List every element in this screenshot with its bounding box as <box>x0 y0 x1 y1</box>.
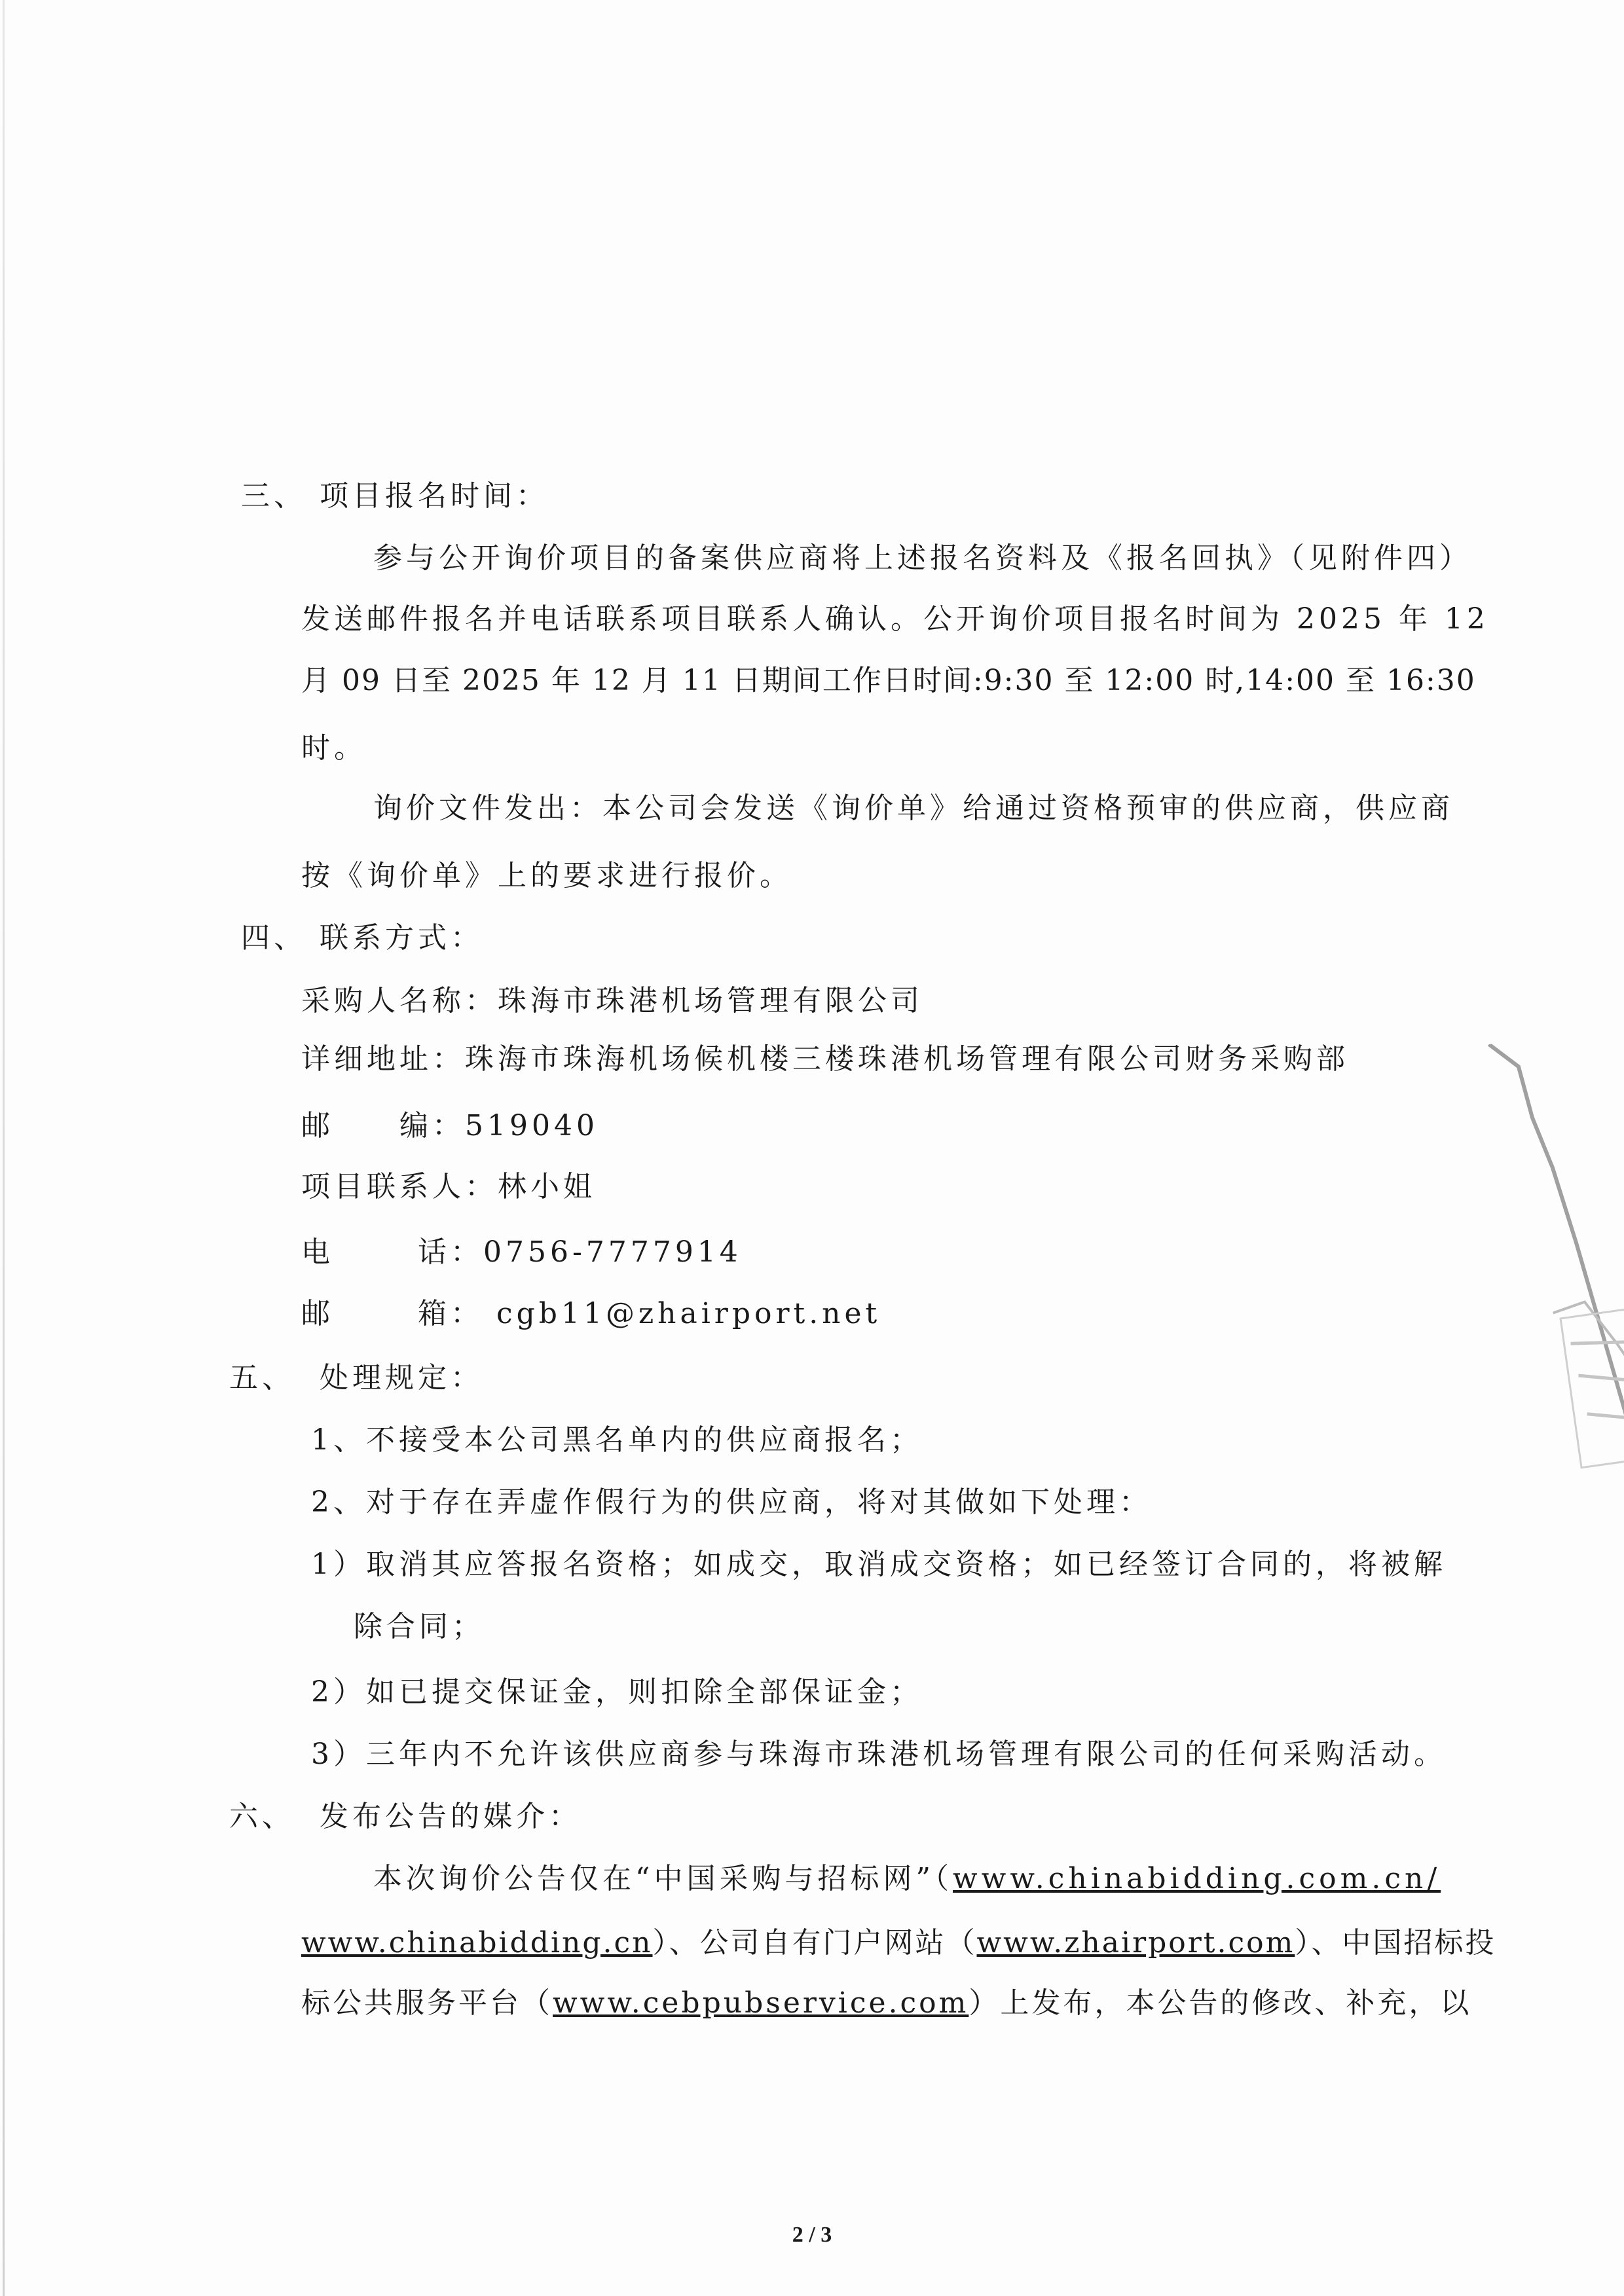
phone-label-a: 电 <box>301 1235 334 1269</box>
section-number: 五、 <box>229 1361 295 1394</box>
section-title: 联系方式： <box>320 921 483 955</box>
zhairport-link[interactable]: www.zhairport.com <box>976 1926 1295 1959</box>
purchaser-value: 珠海市珠港机场管理有限公司 <box>498 984 923 1017</box>
chinabidding-cn-link[interactable]: www.chinabidding.cn <box>301 1926 653 1959</box>
paragraph-line: 询价文件发出：本公司会发送《询价单》给通过资格预审的供应商，供应商 <box>373 792 1454 825</box>
paragraph-line: 发送邮件报名并电话联系项目联系人确认。公开询价项目报名时间为 2025 年 12 <box>301 602 1489 636</box>
media-text: ）、中国招标投 <box>1295 1926 1496 1959</box>
rule-subitem: 3）三年内不允许该供应商参与珠海市珠港机场管理有限公司的任何采购活动。 <box>311 1738 1447 1771</box>
postcode-value: 519040 <box>465 1109 599 1142</box>
paragraph-line: 按《询价单》上的要求进行报价。 <box>301 859 792 892</box>
paragraph-line: 时。 <box>301 731 367 765</box>
phone-row <box>301 1233 742 1272</box>
purchaser-label: 采购人名称： <box>301 984 498 1017</box>
rule-subitem: 2）如已提交保证金，则扣除全部保证金； <box>311 1675 923 1709</box>
section-4-heading <box>241 919 483 958</box>
section-number: 四、 <box>241 921 306 955</box>
rule-subitem-continued: 除合同； <box>354 1610 485 1643</box>
section-number: 六、 <box>229 1800 295 1833</box>
address-value: 珠海市珠海机场候机楼三楼珠港机场管理有限公司财务采购部 <box>465 1042 1349 1076</box>
rule-item: 1、不接受本公司黑名单内的供应商报名； <box>311 1423 923 1457</box>
media-text: ）上发布，本公告的修改、补充，以 <box>969 1986 1472 2020</box>
media-line <box>373 1859 1441 1899</box>
section-5-heading <box>229 1358 483 1398</box>
purchaser-row <box>301 981 923 1021</box>
media-line <box>301 1923 1496 1963</box>
media-text: 本次询价公告仅在“中国采购与招标网”（ <box>373 1862 953 1895</box>
contact-value: 林小姐 <box>498 1170 596 1203</box>
email-value[interactable]: cgb11@zhairport.net <box>496 1297 881 1330</box>
section-title: 处理规定： <box>320 1361 483 1394</box>
rule-subitem: 1）取消其应答报名资格；如成交，取消成交资格；如已经签订合同的，将被解 <box>311 1548 1447 1581</box>
paragraph-line: 月 09 日至 2025 年 12 月 11 日期间工作日时间:9:30 至 12:00 时,14:00 至 16:30 <box>301 664 1476 697</box>
section-3-heading <box>241 477 549 516</box>
email-row <box>301 1294 881 1334</box>
email-label-b: 箱： <box>418 1297 483 1330</box>
phone-value: 0756-7777914 <box>483 1235 742 1269</box>
postcode-label-b: 编： <box>399 1109 465 1142</box>
chinabidding-com-link[interactable]: www.chinabidding.com.cn/ <box>953 1862 1441 1895</box>
rule-item: 2、对于存在弄虚作假行为的供应商，将对其做如下处理： <box>311 1485 1152 1519</box>
contact-row <box>301 1167 596 1207</box>
contact-label: 项目联系人： <box>301 1170 498 1203</box>
postcode-row <box>301 1106 599 1146</box>
scan-edge <box>3 0 5 2296</box>
cebpubservice-link[interactable]: www.cebpubservice.com <box>553 1986 969 2020</box>
page-number: 2 / 3 <box>792 2223 832 2247</box>
media-line <box>301 1984 1471 2023</box>
section-title: 发布公告的媒介： <box>320 1800 581 1833</box>
postcode-label-a: 邮 <box>301 1109 334 1142</box>
section-number: 三、 <box>241 479 306 513</box>
section-6-heading <box>229 1797 581 1836</box>
phone-label-b: 话： <box>418 1235 483 1269</box>
paragraph-line: 参与公开询价项目的备案供应商将上述报名资料及《报名回执》（见附件四） <box>373 541 1472 575</box>
media-text: ）、公司自有门户网站（ <box>652 1926 977 1959</box>
stamp-fragment-icon <box>1476 1028 1624 1578</box>
email-label-a: 邮 <box>301 1297 334 1330</box>
media-text: 标公共服务平台（ <box>301 1986 553 2020</box>
address-row <box>301 1040 1349 1079</box>
section-title: 项目报名时间： <box>320 479 549 513</box>
address-label: 详细地址： <box>301 1042 465 1076</box>
